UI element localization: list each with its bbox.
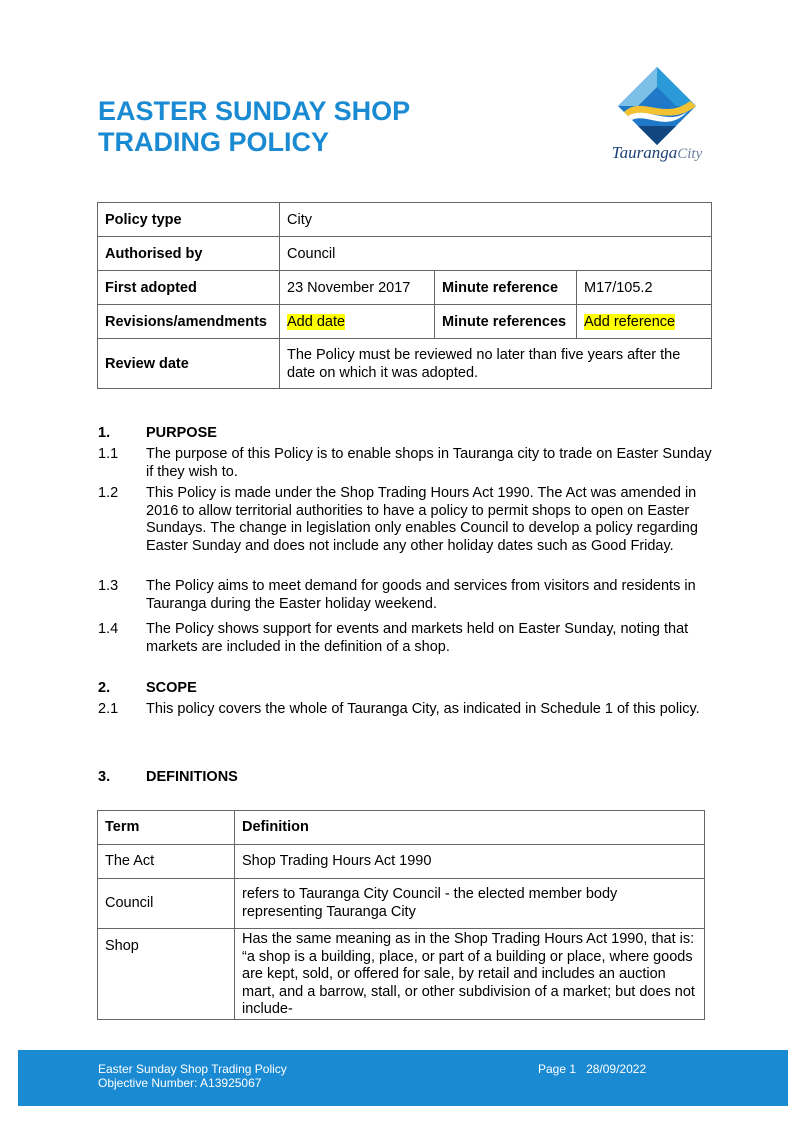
policy-type-value: City <box>280 203 712 237</box>
term-header: Term <box>98 811 235 845</box>
review-date-value: The Policy must be reviewed no later than five years after the date on which it was adopted. <box>280 339 712 389</box>
definition-cell: Shop Trading Hours Act 1990 <box>235 845 705 879</box>
table-row <box>98 203 712 237</box>
document-title <box>98 96 410 158</box>
page-footer <box>18 1050 788 1106</box>
table-row <box>98 845 705 879</box>
paragraph-2-1: 2.1 This policy covers the whole of Tauranga City, as indicated in Schedule 1 of this policy. <box>98 701 700 717</box>
definitions-table <box>97 810 705 1020</box>
footer-objective-number: Objective Number: A13925067 <box>98 1076 262 1090</box>
first-adopted-label: First adopted <box>98 271 280 305</box>
policy-info-table <box>97 202 712 389</box>
title-line-2: TRADING POLICY <box>98 127 330 157</box>
table-row <box>98 339 712 389</box>
definition-header: Definition <box>235 811 705 845</box>
logo-diamond-icon <box>598 65 716 145</box>
shop-definition-intro: Has the same meaning as in the Shop Trading Hours Act 1990, that is: <box>242 931 695 947</box>
table-row <box>98 929 705 1020</box>
tauranga-city-logo <box>598 65 716 169</box>
paragraph-1-4: 1.4 The Policy shows support for events and markets held on Easter Sunday, noting that markets are included in the definition of a shop. <box>98 621 689 655</box>
authorised-value: Council <box>280 237 712 271</box>
table-row <box>98 811 705 845</box>
minute-reference-value: M17/105.2 <box>577 271 712 305</box>
policy-type-label: Policy type <box>98 203 280 237</box>
minute-reference-label: Minute reference <box>435 271 577 305</box>
minute-references-label: Minute references <box>435 305 577 339</box>
table-row <box>98 305 712 339</box>
section-scope-heading: 2. SCOPE <box>98 680 197 696</box>
term-cell: The Act <box>98 845 235 879</box>
minute-references-value: Add reference <box>584 313 676 330</box>
revisions-label: Revisions/amendments <box>98 305 280 339</box>
term-cell: Shop <box>98 929 235 1020</box>
footer-date: 28/09/2022 <box>586 1062 647 1076</box>
table-row <box>98 879 705 929</box>
logo-wordmark: TaurangaCity <box>611 143 703 162</box>
footer-page-number: Page 1 <box>538 1062 577 1076</box>
section-definitions-heading: 3. DEFINITIONS <box>98 769 238 785</box>
first-adopted-value: 23 November 2017 <box>280 271 435 305</box>
section-purpose-heading: 1. PURPOSE <box>98 425 217 441</box>
review-date-label: Review date <box>98 339 280 389</box>
revisions-value: Add date <box>287 313 346 330</box>
definition-cell: refers to Tauranga City Council - the elected member body representing Tauranga City <box>235 879 705 929</box>
authorised-label: Authorised by <box>98 237 280 271</box>
footer-document-title: Easter Sunday Shop Trading Policy <box>98 1062 287 1076</box>
definition-cell <box>235 929 705 1020</box>
title-line-1: EASTER SUNDAY SHOP <box>98 96 411 126</box>
shop-definition-quote: “a shop is a building, place, or part of a building or place, where goods are kept, sold, or offered for sale, by retail and includes an auction mart, and a barrow, stall, or other subdivision of a market; but does not include- <box>242 948 695 1017</box>
paragraph-1-1: 1.1 The purpose of this Policy is to enable shops in Tauranga city to trade on Easter Sunday if they wish to. <box>98 446 712 480</box>
table-row <box>98 237 712 271</box>
table-row <box>98 271 712 305</box>
term-cell: Council <box>98 879 235 929</box>
paragraph-1-2: 1.2 This Policy is made under the Shop Trading Hours Act 1990. The Act was amended in 2016 to allow territorial authorities to have a policy to permit shops to open on Easter Sundays. The change in legislation only enables Council to develop a policy regarding Easter Sunday and does not include any other holiday dates such as Good Friday. <box>98 485 698 554</box>
paragraph-1-3: 1.3 The Policy aims to meet demand for goods and services from visitors and residents in Tauranga during the Easter holiday weekend. <box>98 578 696 612</box>
